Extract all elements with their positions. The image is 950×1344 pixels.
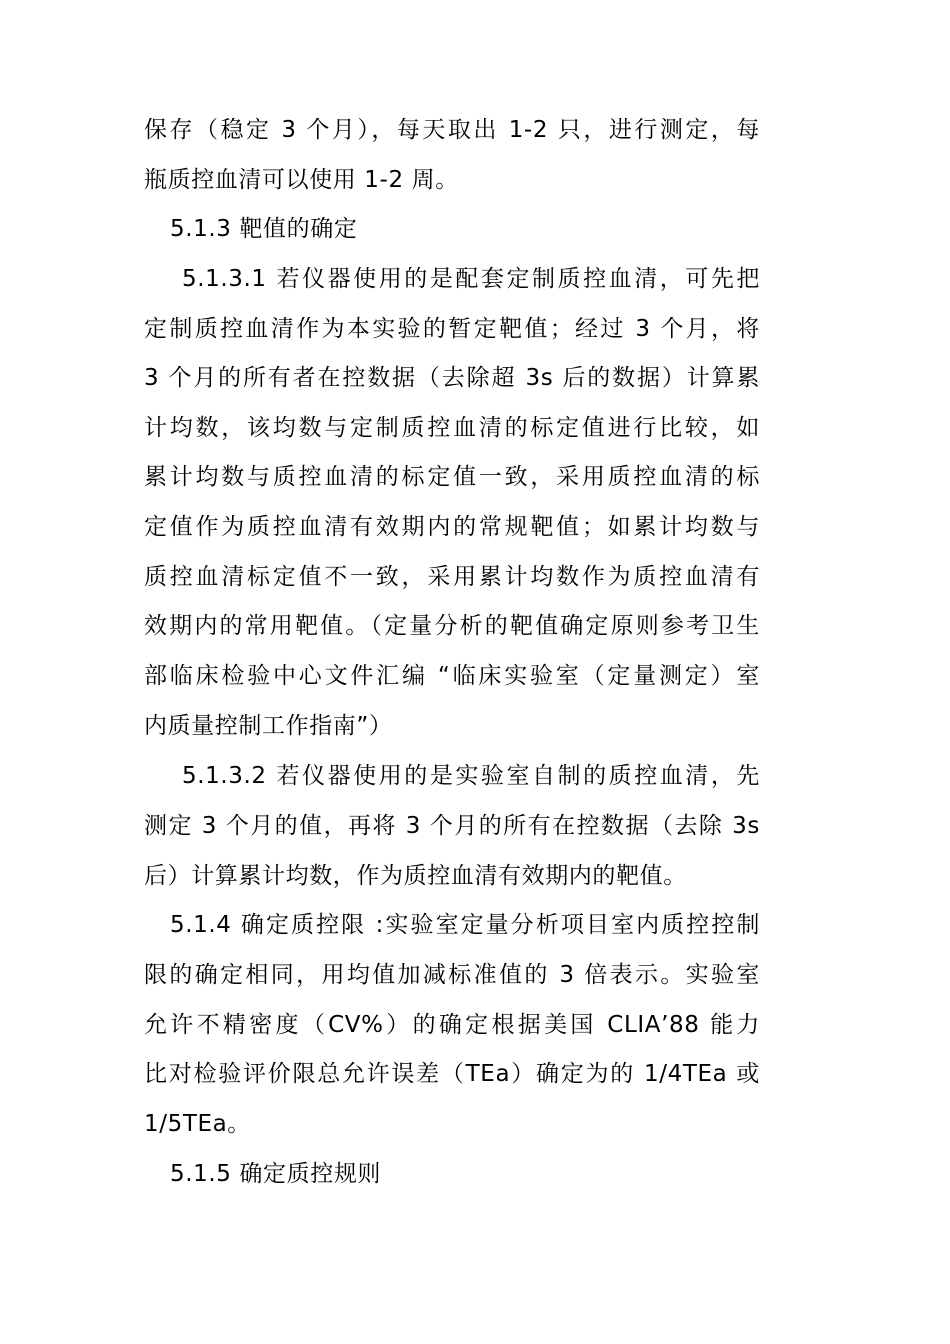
body-text-line: 累计均数与质控血清的标定值一致，采用质控血清的标 [144, 464, 760, 490]
body-text-line: 允许不精密度（CV%）的确定根据美国 CLIA’88 能力 [144, 1012, 760, 1038]
body-text-line: 保存（稳定 3 个月），每天取出 1-2 只，进行测定，每 [144, 117, 760, 143]
body-text-line: 效期内的常用靶值。（定量分析的靶值确定原则参考卫生 [144, 613, 760, 639]
body-text-line: 质控血清标定值不一致，采用累计均数作为质控血清有 [144, 564, 760, 590]
body-text-line: 比对检验评价限总允许误差（TEa）确定为的 1/4TEa 或 [144, 1061, 760, 1087]
body-text-line: 后）计算累计均数，作为质控血清有效期内的靶值。 [144, 863, 687, 889]
body-text-line: 测定 3 个月的值，再将 3 个月的所有在控数据（去除 3s [144, 813, 760, 839]
body-text-line: 部临床检验中心文件汇编 “临床实验室（定量测定）室 [144, 663, 760, 689]
body-text-line: 限的确定相同，用均值加减标准值的 3 倍表示。实验室 [144, 962, 760, 988]
section-heading-5-1-4: 5.1.4 确定质控限 :实验室定量分析项目室内质控控制 [170, 912, 760, 938]
body-text-line: 定值作为质控血清有效期内的常规靶值；如累计均数与 [144, 514, 760, 540]
body-text-line: 内质量控制工作指南”） [144, 713, 393, 739]
body-text-line: 1/5TEa。 [144, 1111, 251, 1137]
body-text-line: 3 个月的所有者在控数据（去除超 3s 后的数据）计算累 [144, 365, 760, 391]
section-heading-5-1-5: 5.1.5 确定质控规则 [170, 1161, 382, 1187]
section-heading-5-1-3: 5.1.3 靶值的确定 [170, 216, 358, 242]
body-text-line: 计均数，该均数与定制质控血清的标定值进行比较，如 [144, 415, 760, 441]
subsection-5-1-3-2-first-line: 5.1.3.2 若仪器使用的是实验室自制的质控血清，先 [182, 763, 760, 789]
subsection-5-1-3-1-first-line: 5.1.3.1 若仪器使用的是配套定制质控血清，可先把 [182, 266, 760, 292]
body-text-line: 瓶质控血清可以使用 1-2 周。 [144, 167, 459, 193]
body-text-line: 定制质控血清作为本实验的暂定靶值；经过 3 个月，将 [144, 316, 760, 342]
